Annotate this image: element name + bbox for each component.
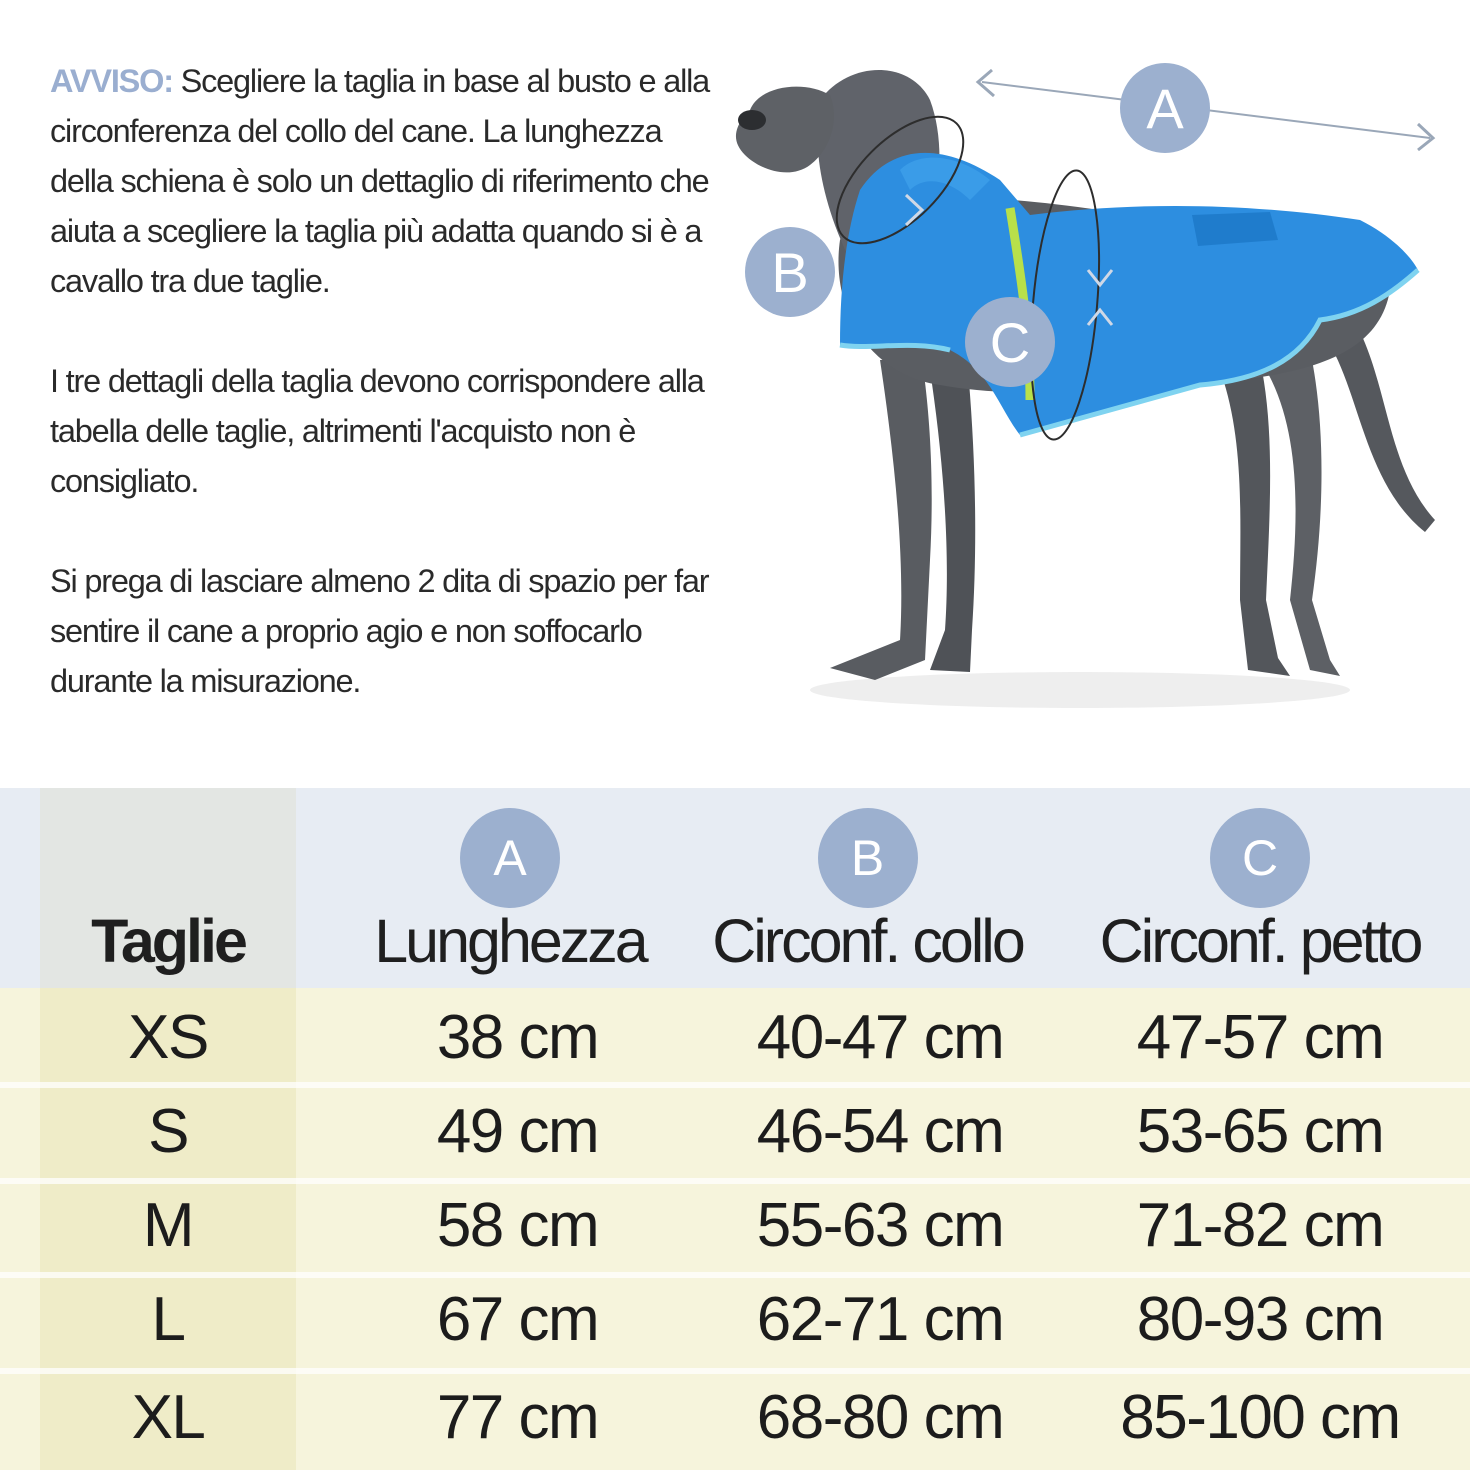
badge-a [1120,63,1210,153]
badge-a: A [460,808,560,908]
size-table [0,788,1470,1470]
column-label-chest: Circonf. petto [1099,907,1421,975]
table-row [0,1180,1470,1272]
length-cell: 58 cm [436,1191,599,1260]
column-label-length: Lunghezza [374,907,646,975]
svg-text:B: B [771,241,809,304]
length-cell: 38 cm [436,1003,599,1072]
table-row [0,992,1470,1084]
badge-c: C [1210,808,1310,908]
table-row [0,1086,1470,1178]
chest-cell: 80-93 cm [1136,1285,1384,1354]
column-header-length [330,788,690,988]
size-cell: L [151,1285,185,1354]
warning-text: Scegliere la taglia in base al busto e alla circonferenza del collo del cane. La lunghezza della schiena è solo un dettaglio di riferimento che aiuta a scegliere la taglia più adatta quando si è a cavallo tra due taglie. [50,63,710,299]
size-header-label: Taglie [91,907,245,975]
warning-label: AVVISO: [50,63,173,99]
length-cell: 77 cm [436,1383,599,1452]
neck-cell: 55-63 cm [756,1191,1004,1260]
chest-cell: 85-100 cm [1120,1383,1400,1452]
svg-text:A: A [1146,77,1184,140]
chest-cell: 71-82 cm [1136,1191,1384,1260]
dog-measurement-figure [700,40,1460,760]
warning-paragraph [50,56,710,306]
size-notes [50,56,710,756]
neck-cell: 40-47 cm [756,1003,1004,1072]
match-paragraph: I tre dettagli della taglia devono corrispondere alla tabella delle taglie, altrimenti l'acquisto non è consigliato. [50,363,704,499]
size-cell: XL [131,1383,205,1452]
size-cell: M [142,1191,194,1260]
neck-cell: 68-80 cm [756,1383,1004,1452]
column-header-chest [1070,788,1450,988]
neck-cell: 46-54 cm [756,1097,1004,1166]
size-cell: S [148,1097,188,1166]
length-cell: 49 cm [436,1097,599,1166]
fit-paragraph: Si prega di lasciare almeno 2 dita di spazio per far sentire il cane a proprio agio e non soffocarlo durante la misurazione. [50,563,709,699]
dog-illustration [700,40,1460,760]
table-row [0,1372,1470,1464]
size-cell: XS [128,1003,208,1072]
chest-cell: 53-65 cm [1136,1097,1384,1166]
neck-cell: 62-71 cm [756,1285,1004,1354]
chest-cell: 47-57 cm [1136,1003,1384,1072]
table-row [0,1274,1470,1366]
badge-b [745,227,835,317]
column-header-neck [690,788,1045,988]
badge-b: B [818,808,918,908]
column-label-neck: Circonf. collo [712,907,1023,975]
size-header-cell [40,788,296,988]
badge-c [965,297,1055,387]
length-cell: 67 cm [436,1285,599,1354]
svg-text:C: C [989,311,1031,374]
